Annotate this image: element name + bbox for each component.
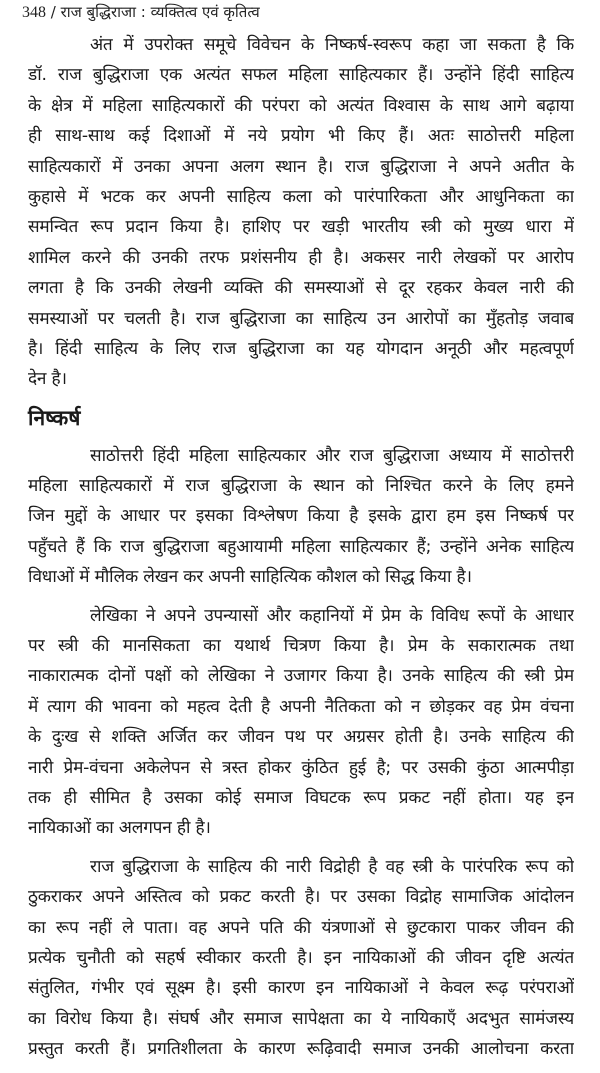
- text-line: के क्षेत्र में महिला साहित्यकारों की परंपरा को अत्यंत विश्वास के साथ आगे बढ़ाया: [28, 95, 574, 116]
- text-line: नाकारात्मक दोनों पक्षों को लेखिका ने उजागर किया है। उनके साहित्य की स्त्री प्रेम: [28, 666, 574, 687]
- text-line: साहित्यकारों में उनका अपना अलग स्थान है। राज बुद्धिराजा ने अपने अतीत के: [28, 156, 574, 177]
- text-line: तक ही सीमित है उसका कोई समाज विघटक रूप प्रकट नहीं होता। यह इन: [28, 787, 574, 808]
- text-line: समन्वित रूप प्रदान किया है। हाशिए पर खड़ी भारतीय स्त्री को मुख्य धारा में: [28, 217, 574, 238]
- text-line: ही साथ-साथ कई दिशाओं में नये प्रयोग भी किए हैं। अतः साठोत्तरी महिला: [28, 126, 574, 147]
- text-line: में त्याग की भावना को महत्व देती है अपनी नैतिकता को न छोड़कर वह प्रेम वंचना: [28, 696, 574, 717]
- text-line: विधाओं में मौलिक लेखन कर अपनी साहित्यिक कौशल को सिद्ध किया है।: [28, 567, 472, 588]
- text-line: साठोत्तरी हिंदी महिला साहित्यकार और राज बुद्धिराजा अध्याय में साठोत्तरी: [90, 445, 574, 466]
- text-line: समस्याओं पर चलती है। राज बुद्धिराजा का साहित्य उन आरोपों का मुँहतोड़ जवाब: [28, 308, 574, 329]
- text-line: कुहासे में भटक कर अपनी साहित्य कला को पारंपारिकता और आधुनिकता का: [28, 186, 574, 207]
- text-line: है। हिंदी साहित्य के लिए राज बुद्धिराजा का यह योगदान अनूठी और महत्वपूर्ण: [28, 338, 574, 359]
- page-number: 348: [22, 4, 46, 21]
- text-line: डॉ. राज बुद्धिराजा एक अत्यंत सफल महिला साहित्यकार हैं। उन्होंने हिंदी साहित्य: [28, 65, 574, 86]
- text-line: लगता है कि उनकी लेखनी व्यक्ति की समस्याओं से दूर रहकर केवल नारी की: [28, 278, 574, 299]
- paragraph-section-1: [28, 441, 574, 593]
- text-line: अंत में उपरोक्त समूचे विवेचन के निष्कर्ष-स्वरूप कहा जा सकता है कि: [90, 35, 574, 55]
- text-line: नारी प्रेम-वंचना अकेलेपन से त्रस्त होकर कुंठित हुई है; पर उसकी कुंठा आत्मपीड़ा: [28, 757, 574, 778]
- text-line: जिन मुद्दों के आधार पर इसका विश्लेषण किया है इसके द्वारा हम इस निष्कर्ष पर: [28, 506, 574, 527]
- text-line: देन है।: [28, 369, 67, 390]
- text-line: पहुँचते हैं कि राज बुद्धिराजा बहुआयामी महिला साहित्यकार हैं; उन्होंने अनेक साहित्य: [28, 536, 574, 557]
- text-line: प्रत्येक चुनौती को सहर्ष स्वीकार करती है। इन नायिकाओं की जीवन दृष्टि अत्यंत: [28, 947, 574, 968]
- paragraph-section-2: [28, 601, 574, 844]
- paragraph-conclusion-intro: [28, 30, 574, 395]
- text-line: लेखिका ने अपने उपन्यासों और कहानियों में प्रेम के विविध रूपों के आधार: [90, 605, 574, 626]
- text-line: के दुःख से शक्ति अर्जित कर जीवन पथ पर अग्रसर होती है। उनके साहित्य की: [28, 727, 574, 748]
- text-line: का विरोध किया है। संघर्ष और समाज सापेक्षता का ये नायिकाएँ अदभुत सामंजस्य: [28, 1008, 574, 1029]
- running-head-separator: /: [50, 3, 56, 21]
- text-line: महिला साहित्यकारों में राज बुद्धिराजा के स्थान को निश्चित करने के लिए हमने: [28, 476, 574, 497]
- text-line: प्रस्तुत करती हैं। प्रगतिशीलता के कारण रूढ़िवादी समाज उनकी आलोचना करता: [28, 1039, 574, 1060]
- text-line: का रूप नहीं ले पाता। वह अपने पति की यंत्रणाओं से छुटकारा पाकर जीवन की: [28, 917, 574, 938]
- text-line: पर स्त्री की मानसिकता का यथार्थ चित्रण किया है। प्रेम के सकारात्मक तथा: [28, 636, 574, 657]
- running-head: [22, 2, 260, 23]
- running-head-title: राज बुद्धिराजा : व्यक्तित्व एवं कृतित्व: [60, 3, 260, 21]
- paragraph-section-3: [28, 852, 574, 1065]
- body-text: [28, 30, 574, 1073]
- text-line: राज बुद्धिराजा के साहित्य की नारी विद्रोही है वह स्त्री के पारंपरिक रूप को: [90, 856, 574, 877]
- text-line: शामिल करने की उनकी तरफ प्रशंसनीय ही है। अकसर नारी लेखकों पर आरोप: [28, 247, 574, 268]
- text-line: ठुकराकर अपने अस्तित्व को प्रकट करती है। पर उसका विद्रोह सामाजिक आंदोलन: [28, 887, 574, 908]
- text-line: नायिकाओं का अलगपन ही है।: [28, 818, 211, 839]
- section-heading: निष्कर्ष: [28, 405, 81, 430]
- text-line: संतुलित, गंभीर एवं सूक्ष्म है। इसी कारण इन नायिकाओं ने केवल रूढ़ परंपराओं: [28, 978, 574, 999]
